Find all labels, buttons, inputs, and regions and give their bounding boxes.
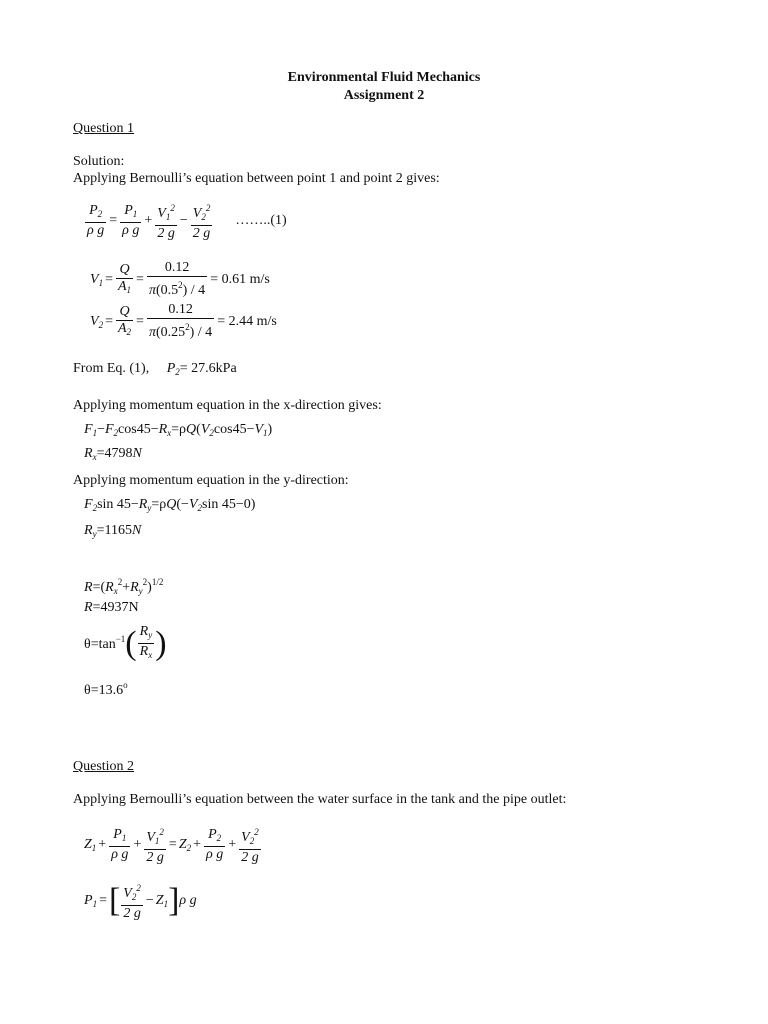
- p1-equation: $P_1$ = [ $\frac{V_2^2}{2 g}$ − $Z_1$ ] ρ g: [84, 882, 197, 921]
- resultant-result: R=4937N: [84, 600, 139, 615]
- resultant-equation: $R=(R_x^2+R_y^2)^{1/2}$: [84, 577, 164, 596]
- rx-result: $R_x=4798N$: [84, 446, 142, 462]
- theta-equation: $\theta=\tan^{-1}$ ( $\frac{R_y}{R_x}$ ): [84, 624, 167, 662]
- q2-intro-text: Applying Bernoulli’s equation between the water surface in the tank and the pipe outlet:: [73, 792, 567, 807]
- p2-result-line: From Eq. (1), $P_2= 27.6kPa$: [73, 361, 237, 377]
- momentum-x-text: Applying momentum equation in the x-direction gives:: [73, 398, 382, 413]
- theta-result: $\theta=13.6^o$: [84, 680, 128, 698]
- solution-label: Solution:: [73, 154, 125, 169]
- momentum-y-equation: $F_2\sin$ $45-R_y=\rho Q(-V_2\sin$ 45−0): [84, 497, 256, 513]
- v1-equation: $V_1$ = $\frac{Q}{A_1}$ = $\frac{0.12}{\pi(0.5^2) / 4}$ = 0.61 m/s: [90, 260, 270, 298]
- bernoulli-tank-equation: $Z_1$ + $\frac{P_1}{\text{ρ g}}$ + $\frac{V_1^2}{2 g}$ = $Z_2$ + $\frac{P_2}{\text{ρ g}}$ + $\frac{V_2^2}{2 g}$: [84, 824, 262, 866]
- question-1-heading: Question 1: [73, 121, 135, 136]
- bernoulli-equation: $\frac{P_2}{\text{ρ g}}$ = $\frac{P_1}{\text{ρ g}}$ + $\frac{V_1^2}{2 g}$ − $\frac{V_2^2}{2 g}$ ……..(1): [84, 200, 287, 242]
- document-subtitle: Assignment 2: [343, 88, 425, 103]
- v2-equation: $V_2$ = $\frac{Q}{A_2}$ = $\frac{0.12}{\pi(0.25^2) / 4}$ = 2.44 m/s: [90, 302, 277, 340]
- question-2-heading: Question 2: [73, 759, 135, 774]
- q1-intro-text: Applying Bernoulli’s equation between point 1 and point 2 gives:: [73, 171, 440, 186]
- momentum-y-text: Applying momentum equation in the y-direction:: [73, 473, 349, 488]
- momentum-x-equation: $F_1-F_2\cos 45-R_x=\rho Q(V_2\cos 45-V_1)$: [84, 422, 273, 438]
- ry-result: $R_y=1165N$: [84, 523, 142, 539]
- document-title: Environmental Fluid Mechanics: [287, 70, 481, 85]
- equation-reference: ……..(1): [235, 213, 287, 228]
